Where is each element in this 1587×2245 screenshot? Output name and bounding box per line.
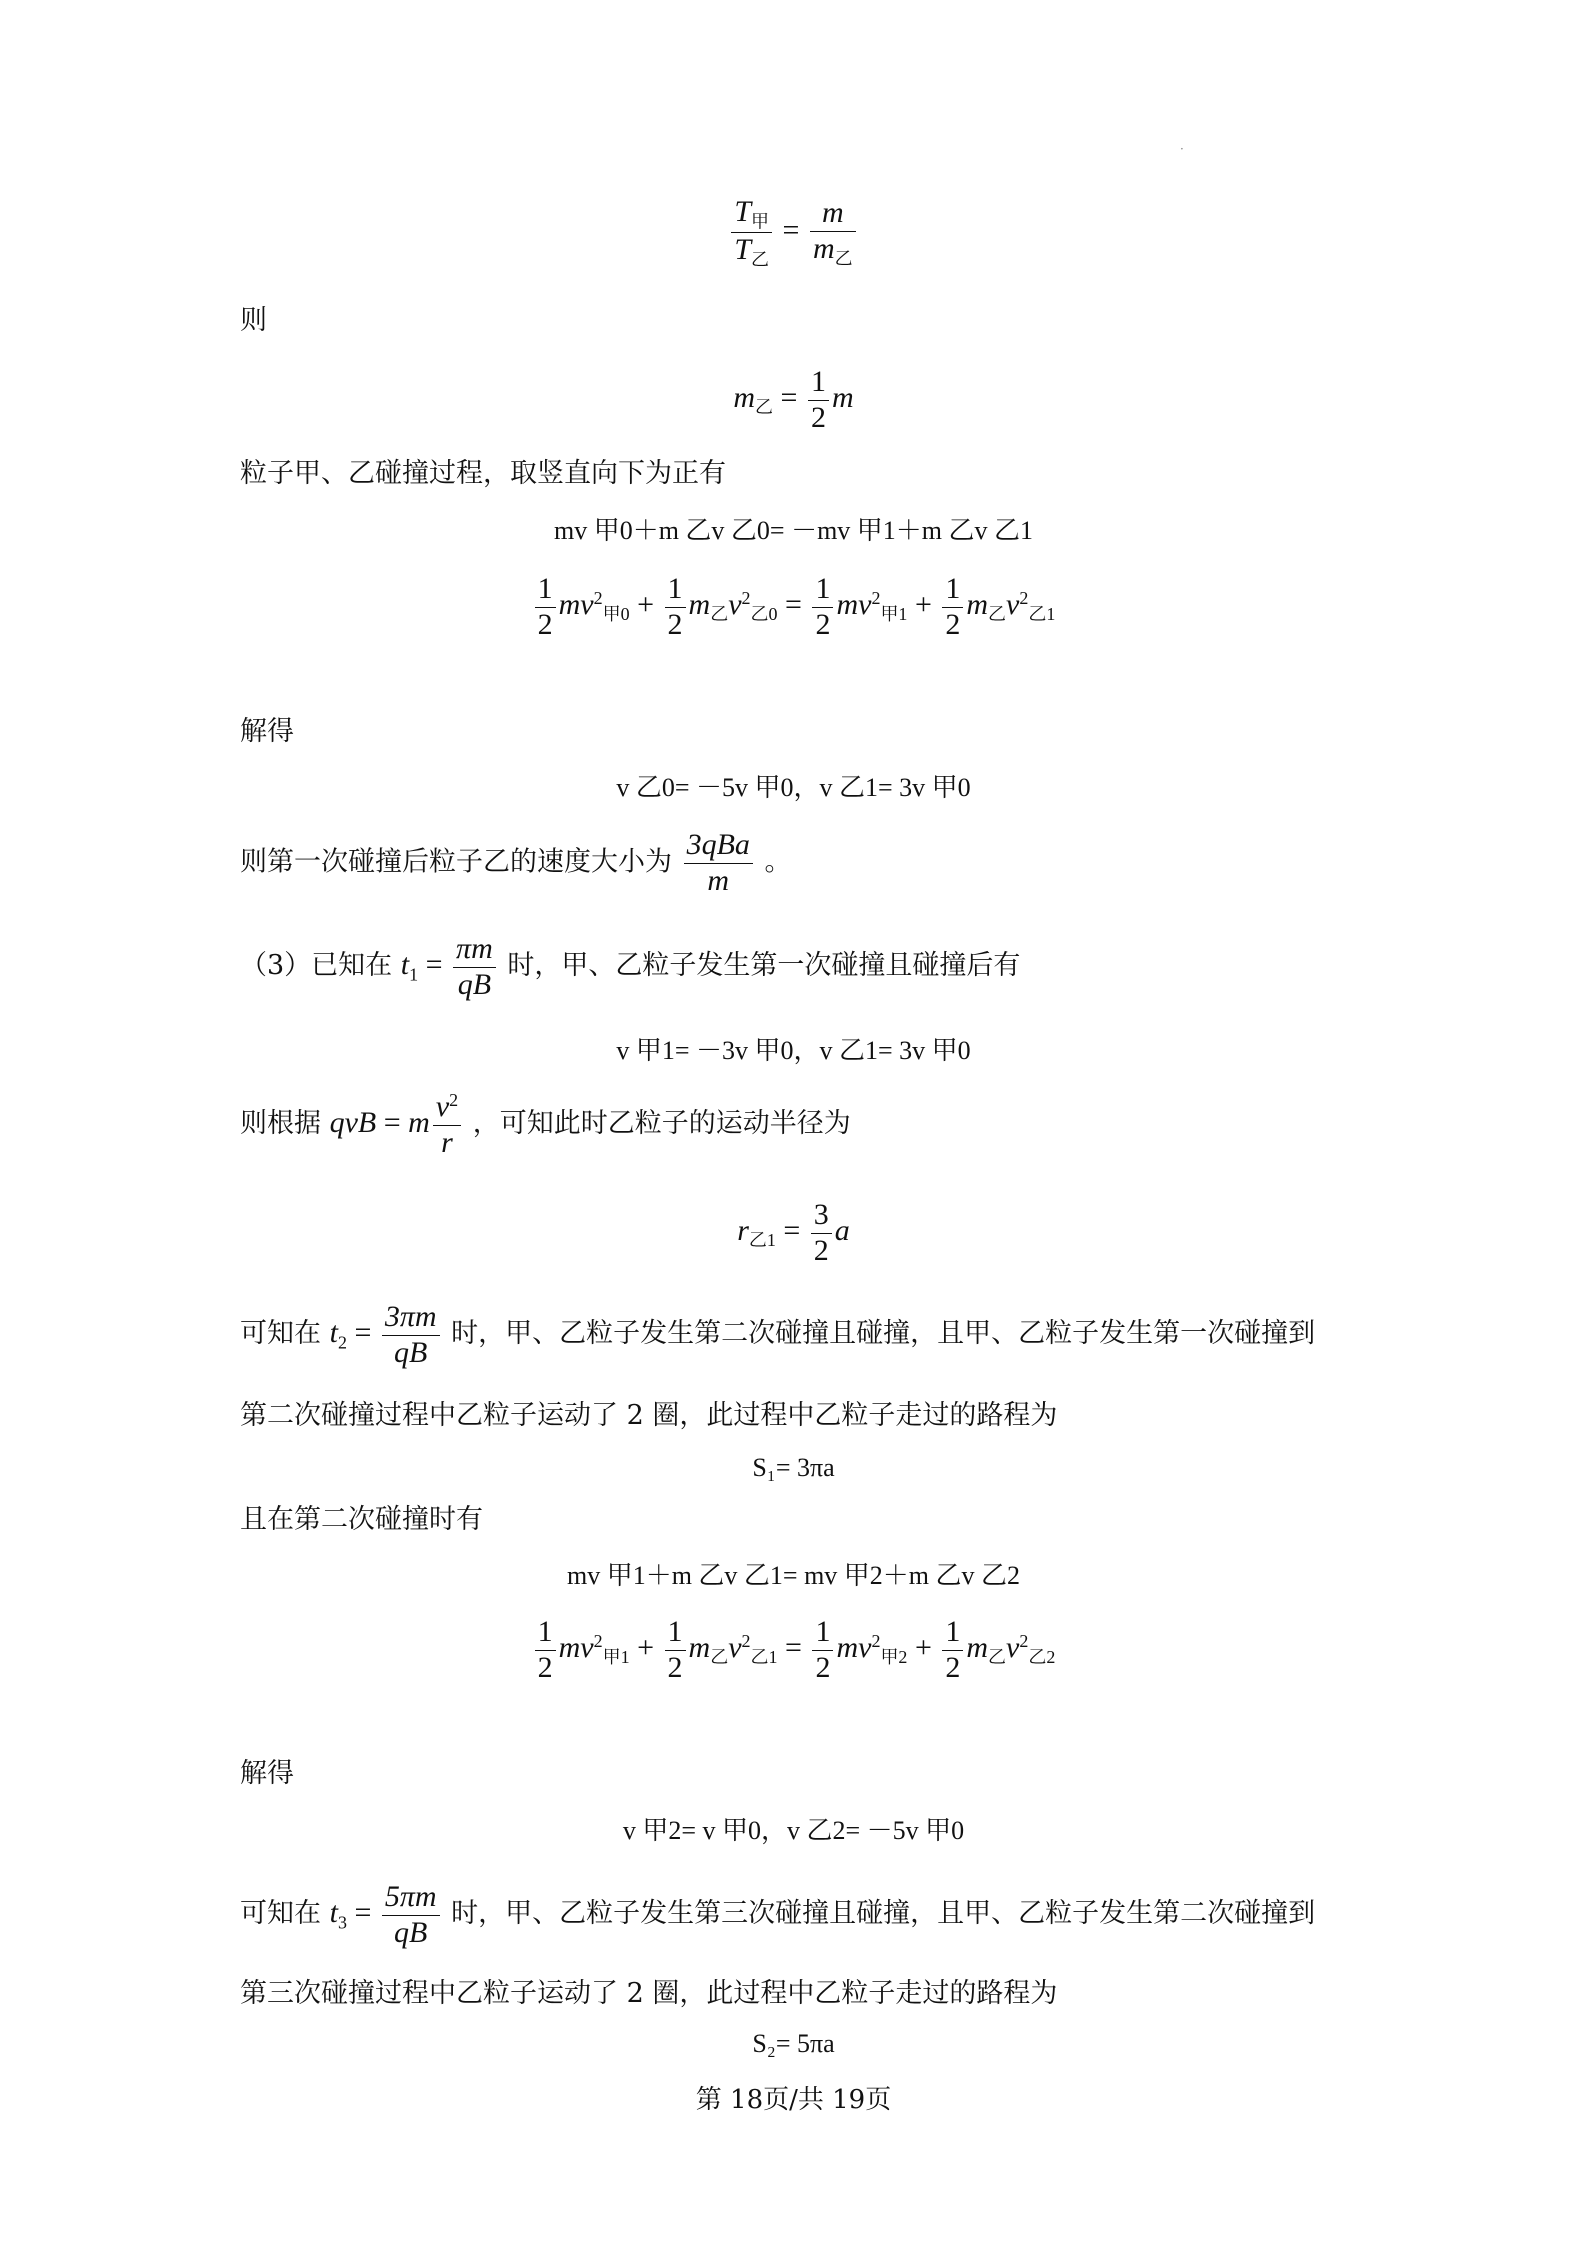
text-ze: 则: [240, 305, 267, 336]
momentum-equation-1: mv 甲0＋m 乙v 乙0= －mv 甲1＋m 乙v 乙1: [553, 516, 1034, 545]
page-footer: 第 18页/共 19页: [695, 2085, 892, 2115]
text-collision-intro: 粒子甲、乙碰撞过程，取竖直向下为正有: [240, 458, 726, 489]
text-second-collision: 且在第二次碰撞时有: [240, 1504, 483, 1535]
text-speed-after-first: 则第一次碰撞后粒子乙的速度大小为 $\frac{\text{3qBa}}{m}$ 。: [240, 828, 792, 897]
radius-equation: $r_{乙1}$ = $\frac{3}{2}$ a: [737, 1198, 850, 1267]
energy-equation-1: $\frac{1}{2}$ $mv^2_{甲0}$ + $\frac{1}{2}$ $m_乙v^2_{乙0}$ = $\frac{1}{2}$ $mv^2_{甲1}$ + $\frac{1}{2}$ $m_乙v^2_{乙1}$: [0, 572, 1587, 642]
text-radius: 则根据 qvB = m $\frac{v^2}{r}$ ，可知此时乙粒子的运动半径为: [240, 1090, 851, 1159]
text-jiede-1: 解得: [240, 716, 294, 747]
period-ratio-equation: $\frac{T_甲}{T_乙}$ = $\frac{m}{m_乙}$: [0, 195, 1587, 270]
result-equation-1: v 乙0= －5v 甲0，v 乙1= 3v 甲0: [616, 773, 971, 802]
result-equation-2: v 甲2= v 甲0，v 乙2= －5v 甲0: [622, 1816, 965, 1845]
text-t2: 可知在 $t_2$ = $\frac{3\pi m}{qB}$ 时，甲、乙粒子发生第二次碰撞且碰撞，且甲、乙粒子发生第一次碰撞到: [240, 1300, 1316, 1369]
velocities-after-first: v 甲1= －3v 甲0，v 乙1= 3v 甲0: [616, 1036, 971, 1065]
mass-yi-equation: $m_乙$ = $\frac{1}{2}$ m: [733, 365, 854, 434]
text-t2-line2: 第二次碰撞过程中乙粒子运动了 2 圈，此过程中乙粒子走过的路程为: [240, 1400, 1058, 1431]
text-t3-line2: 第三次碰撞过程中乙粒子运动了 2 圈，此过程中乙粒子走过的路程为: [240, 1978, 1058, 2009]
path-s2-equation: S₂= 5πa: [752, 2029, 835, 2058]
text-part3: （3）已知在 $t_1$ = $\frac{\pi m}{qB}$ 时，甲、乙粒子发生第一次碰撞且碰撞后有: [240, 932, 1021, 1001]
scan-dot: ·: [1180, 142, 1184, 156]
energy-equation-2: $\frac{1}{2}$ $mv^2_{甲1}$ + $\frac{1}{2}$ $m_乙v^2_{乙1}$ = $\frac{1}{2}$ $mv^2_{甲2}$ + $\frac{1}{2}$ $m_乙v^2_{乙2}$: [0, 1615, 1587, 1685]
text-t3: 可知在 $t_3$ = $\frac{5\pi m}{qB}$ 时，甲、乙粒子发生第三次碰撞且碰撞，且甲、乙粒子发生第二次碰撞到: [240, 1880, 1316, 1949]
path-s1-equation: S₁= 3πa: [752, 1453, 835, 1482]
text-jiede-2: 解得: [240, 1758, 294, 1789]
momentum-equation-2: mv 甲1＋m 乙v 乙1= mv 甲2＋m 乙v 乙2: [566, 1561, 1021, 1590]
